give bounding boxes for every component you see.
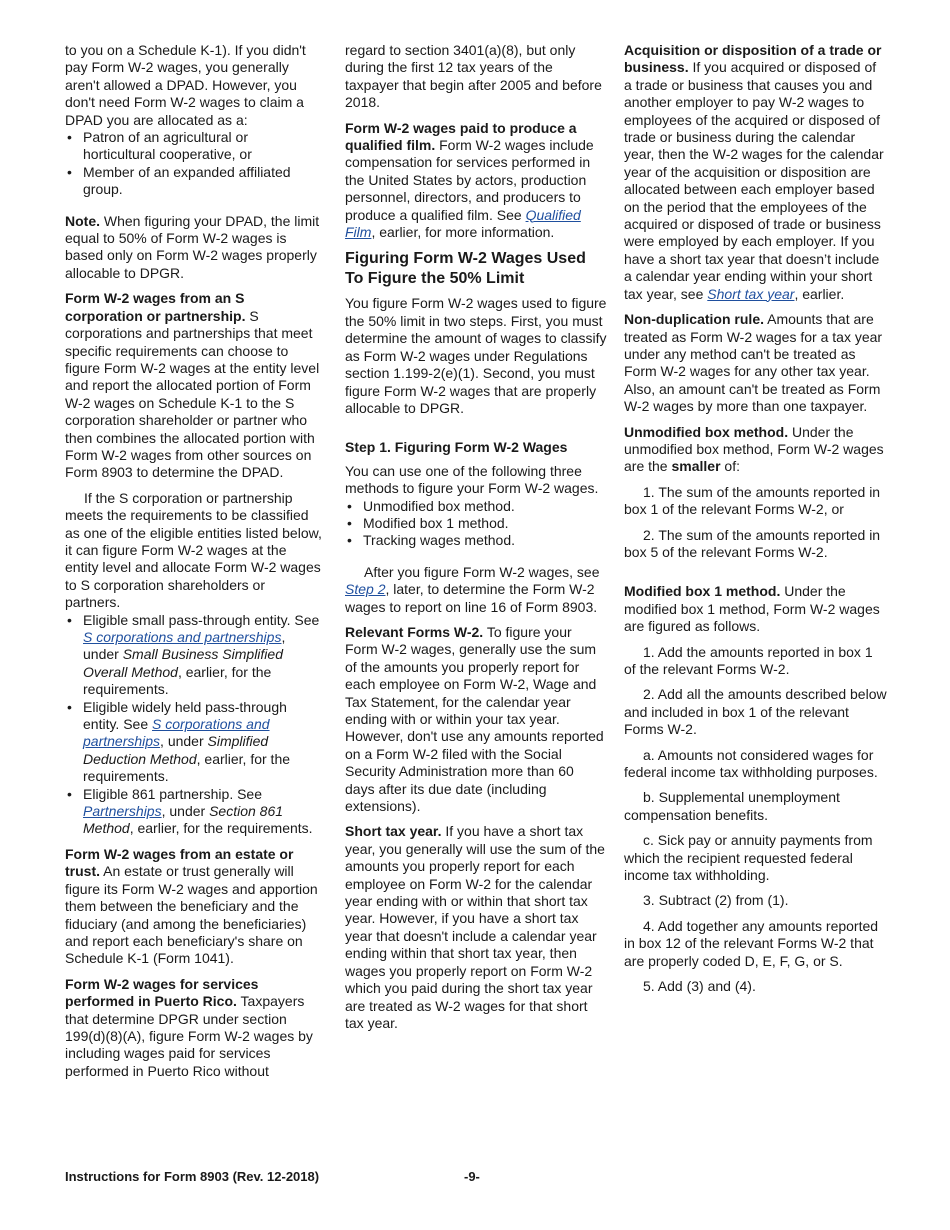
- mod-text: Under the modified box 1 method, Form W-2 wages are figured as follows.: [624, 583, 880, 635]
- list-item: 3. Subtract (2) from (1).: [643, 892, 789, 909]
- link-partnerships[interactable]: Partnerships: [83, 803, 162, 820]
- paragraph: You can use one of the following three methods to figure your Form W-2 wages.: [345, 462, 599, 497]
- text: , earlier, for more information.: [371, 224, 555, 241]
- bullet-item: [65, 699, 323, 786]
- puerto-rico-paragraph: [65, 976, 323, 1080]
- page-number: -9-: [464, 1169, 480, 1184]
- paragraph: to you on a Schedule K-1). If you didn't pay Form W-2 wages, you generally aren't allowed a DPAD. However, you don't need Form W-2 wages to claim a DPAD you are allocated as a:: [65, 42, 306, 128]
- pr-text: Taxpayers that determine DPGR under section 199(d)(8)(A), figure Form W-2 wages by including wages paid for services performed in Puerto Rico without: [65, 993, 313, 1079]
- text: , later, to determine the Form W-2 wages to report on line 16 of Form 8903.: [345, 581, 598, 615]
- column-3: [624, 42, 887, 1004]
- modified-paragraph: [624, 583, 887, 635]
- film-paragraph: [345, 120, 607, 242]
- mod-lead: Modified box 1 method.: [624, 583, 781, 600]
- scorp-paragraph: [65, 290, 323, 481]
- text: Small Business Simplified Overall Method: [83, 646, 283, 680]
- bullet-item: • Member of an expanded affiliated group.: [65, 164, 323, 199]
- short-lead: Short tax year.: [345, 823, 442, 840]
- step1-heading: Step 1. Figuring Form W-2 Wages: [345, 439, 568, 456]
- text: , earlier, for the requirements.: [129, 820, 313, 837]
- relevant-text: To figure your Form W-2 wages, generally use the sum of the amounts you properly report for each employee on Form W-2, Wage and Tax Statement, for the calendar year ending with or within your tax year. However, don't use any amounts reported on a Form W-2 filed with the Social Security Administration more than 60 days after its due date (including extensions).: [345, 623, 604, 815]
- film-lead: Form W-2 wages paid to produce a qualified film.: [345, 119, 577, 154]
- short-tax-year-paragraph: [345, 823, 607, 1032]
- nonduplication-paragraph: [624, 311, 887, 415]
- note-text: When figuring your DPAD, the limit equal to 50% of Form W-2 wages is based only on Form W-2 wages properly allocable to DPGR.: [65, 212, 320, 281]
- text: Section 861 Method: [83, 803, 284, 837]
- short-text: If you have a short tax year, you generally will use the sum of the amounts you properly report for each employee on Form W-2 for the calendar year ending with or within that short tax year. However, if you have a short tax year that doesn't include a calendar year ending within that short tax year, then wages you properly report on Form W-2 which you paid during the short tax year are treated as W-2 wages for that short tax year.: [345, 823, 605, 1031]
- estate-lead: Form W-2 wages from an estate or trust.: [65, 845, 294, 880]
- list-item: a. Amounts not considered wages for federal income tax withholding purposes.: [624, 746, 878, 781]
- list-item: 4. Add together any amounts reported in box 12 of the relevant Forms W-2 that are properly coded D, E, F, G, or S.: [624, 917, 879, 969]
- column-2: [345, 42, 607, 1040]
- link-qualified-film[interactable]: Qualified Film: [345, 206, 581, 241]
- acq-text: If you acquired or disposed of a trade or business that causes you and another employer to pay W-2 wages to employees of the acquired or disposed of trade or business during the calendar year, then the W-2 wages for the calendar year of the acquisition or disposition are allocated between each employer based on the period that the employees of the acquired or disposed of trade or business were employed by each employer. If you have a short tax year that doesn’t include a calendar year ending within your short tax year, see: [624, 59, 884, 302]
- list-item: 1. Add the amounts reported in box 1 of the relevant Forms W-2.: [624, 643, 873, 677]
- bullet-item: • Patron of an agricultural or horticultural cooperative, or: [65, 129, 323, 164]
- scorp-lead: Form W-2 wages from an S corporation or partnership.: [65, 290, 246, 324]
- pr-lead: Form W-2 wages for services performed in Puerto Rico.: [65, 975, 259, 1010]
- text: , under: [161, 803, 210, 820]
- paragraph: You figure Form W-2 wages used to figure the 50% limit in two steps. First, you must determine the amount of wages to classify as Form W-2 wages under Regulations section 1.199-2(e)(1). Second, you must figure Form W-2 wages that are properly allocable to DPGR.: [345, 295, 607, 416]
- column-1: [65, 42, 323, 1088]
- link-step-2[interactable]: Step 2: [345, 581, 386, 598]
- bullet-item: [65, 786, 323, 838]
- list-item: 2. Add all the amounts described below and included in box 1 of the relevant Forms W-2.: [624, 686, 887, 738]
- list-item: 2. The sum of the amounts reported in box 5 of the relevant Forms W-2.: [624, 526, 881, 560]
- list-item: c. Sick pay or annuity payments from which the recipient requested federal income tax withholding.: [624, 832, 873, 884]
- acq-lead: Acquisition or disposition of a trade or business.: [624, 42, 882, 76]
- list-item: 5. Add (3) and (4).: [643, 978, 756, 995]
- text: Eligible widely held pass-through entity. See: [83, 698, 287, 733]
- acquisition-paragraph: [624, 42, 887, 303]
- text: , earlier, for the requirements.: [83, 663, 272, 698]
- unmod-text: Under the unmodified box method, Form W-2 wages are the: [624, 423, 884, 475]
- estate-text: An estate or trust generally will figure its Form W-2 wages and apportion them between the beneficiary and the fiduciary (and among the beneficiaries) and report each beneficiary's share on Schedule K-1 (Form 1041).: [65, 863, 318, 967]
- paragraph: regard to section 3401(a)(8), but only during the first 12 tax years of the taxpayer that begin after 2005 and before 2018.: [345, 42, 602, 111]
- text: , under: [160, 733, 208, 750]
- text: , under: [83, 629, 286, 663]
- text: of:: [720, 458, 740, 475]
- bullet-item: • Unmodified box method.: [345, 498, 607, 515]
- relevant-lead: Relevant Forms W-2.: [345, 623, 484, 640]
- bullet-item: • Modified box 1 method.: [345, 515, 607, 532]
- text: Eligible 861 partnership. See: [83, 785, 263, 802]
- note-lead: Note.: [65, 212, 100, 229]
- text: After you figure Form W-2 wages, see: [364, 563, 600, 580]
- text: Simplified Deduction Method: [83, 733, 269, 767]
- footer-title: Instructions for Form 8903 (Rev. 12-2018): [65, 1169, 320, 1184]
- relevant-forms-paragraph: [345, 624, 607, 815]
- nondup-lead: Non-duplication rule.: [624, 311, 764, 328]
- paragraph: If the S corporation or partnership meets the requirements to be classified as one of the eligible entities listed below, it can figure Form W-2 wages at the entity level and allocate Form W-2 wages to S corporation shareholders or partners.: [65, 489, 322, 611]
- section-heading: Figuring Form W-2 Wages Used To Figure the 50% Limit: [345, 250, 586, 288]
- link-s-corporations[interactable]: S corporations and partnerships: [83, 629, 282, 645]
- unmodified-paragraph: [624, 424, 887, 476]
- unmod-bold: smaller: [671, 458, 721, 475]
- unmod-lead: Unmodified box method.: [624, 423, 789, 440]
- bullet-item: [65, 612, 323, 699]
- text: , earlier, for the requirements.: [83, 750, 291, 785]
- film-text: Form W-2 wages include compensation for services performed in the United States by actors, production personnel, directors, and producers to produce a qualified film. See: [345, 137, 594, 223]
- note-paragraph: [65, 213, 323, 283]
- scorp-text: S corporations and partnerships that meet specific requirements can choose to figure Form W-2 wages at the entity level and report the allocated portion of Form W-2 wages on Schedule K-1 to the S corporation shareholder or partner who then combines the allocated portion with Form W-2 wages from other sources on Form 8903 to determine the DPAD.: [65, 307, 320, 481]
- text: , earlier.: [794, 285, 845, 302]
- list-item: b. Supplemental unemployment compensation benefits.: [624, 789, 840, 823]
- link-s-corporations[interactable]: S corporations and partnerships: [83, 716, 270, 750]
- text: Eligible small pass-through entity. See: [83, 611, 320, 628]
- list-item: 1. The sum of the amounts reported in box 1 of the relevant Forms W-2, or: [624, 483, 881, 518]
- nondup-text: Amounts that are treated as Form W-2 wages for a tax year under any method can't be treated as Form W-2 wages for any other tax year. Also, an amount can't be treated as Form W-2 wages by more than one taxpayer.: [624, 311, 883, 415]
- estate-paragraph: [65, 846, 323, 968]
- link-short-tax-year[interactable]: Short tax year: [707, 285, 795, 302]
- bullet-item: • Tracking wages method.: [345, 532, 607, 549]
- after-paragraph: [345, 564, 607, 616]
